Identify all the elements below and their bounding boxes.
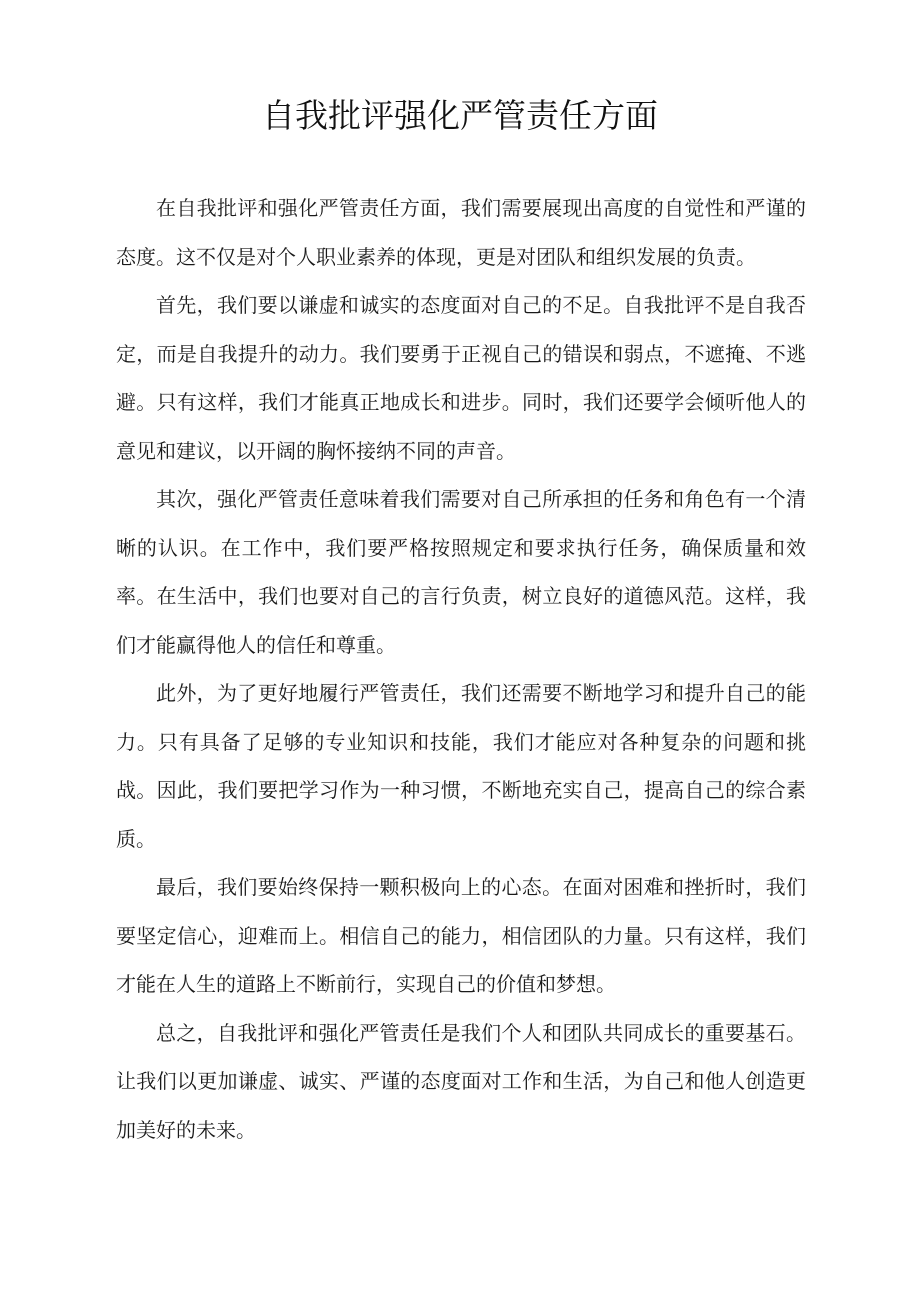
document-title: 自我批评强化严管责任方面 [262,96,658,135]
paragraph-conclusion: 总之，自我批评和强化严管责任是我们个人和团队共同成长的重要基石。让我们以更加谦虚、诚实、严谨的态度面对工作和生活，为自己和他人创造更加美好的未来。 [116,1020,806,1142]
paragraph-intro: 在自我批评和强化严管责任方面，我们需要展现出高度的自觉性和严谨的态度。这不仅是对个人职业素养的体现，更是对团队和组织发展的负责。 [116,196,806,269]
paragraph-first: 首先，我们要以谦虚和诚实的态度面对自己的不足。自我批评不是自我否定，而是自我提升的动力。我们要勇于正视自己的错误和弱点，不遮掩、不逃避。只有这样，我们才能真正地成长和进步。同时，我们还要学会倾听他人的意见和建议，以开阔的胸怀接纳不同的声音。 [116,293,806,463]
paragraph-second: 其次，强化严管责任意味着我们需要对自己所承担的任务和角色有一个清晰的认识。在工作中，我们要严格按照规定和要求执行任务，确保质量和效率。在生活中，我们也要对自己的言行负责，树立良好的道德风范。这样，我们才能赢得他人的信任和尊重。 [116,487,806,657]
paragraph-third: 此外，为了更好地履行严管责任，我们还需要不断地学习和提升自己的能力。只有具备了足够的专业知识和技能，我们才能应对各种复杂的问题和挑战。因此，我们要把学习作为一种习惯，不断地充实自己，提高自己的综合素质。 [116,681,806,851]
paragraph-fourth: 最后，我们要始终保持一颗积极向上的心态。在面对困难和挫折时，我们要坚定信心，迎难而上。相信自己的能力，相信团队的力量。只有这样，我们才能在人生的道路上不断前行，实现自己的价值和梦想。 [116,875,806,996]
document-body [116,184,806,1154]
